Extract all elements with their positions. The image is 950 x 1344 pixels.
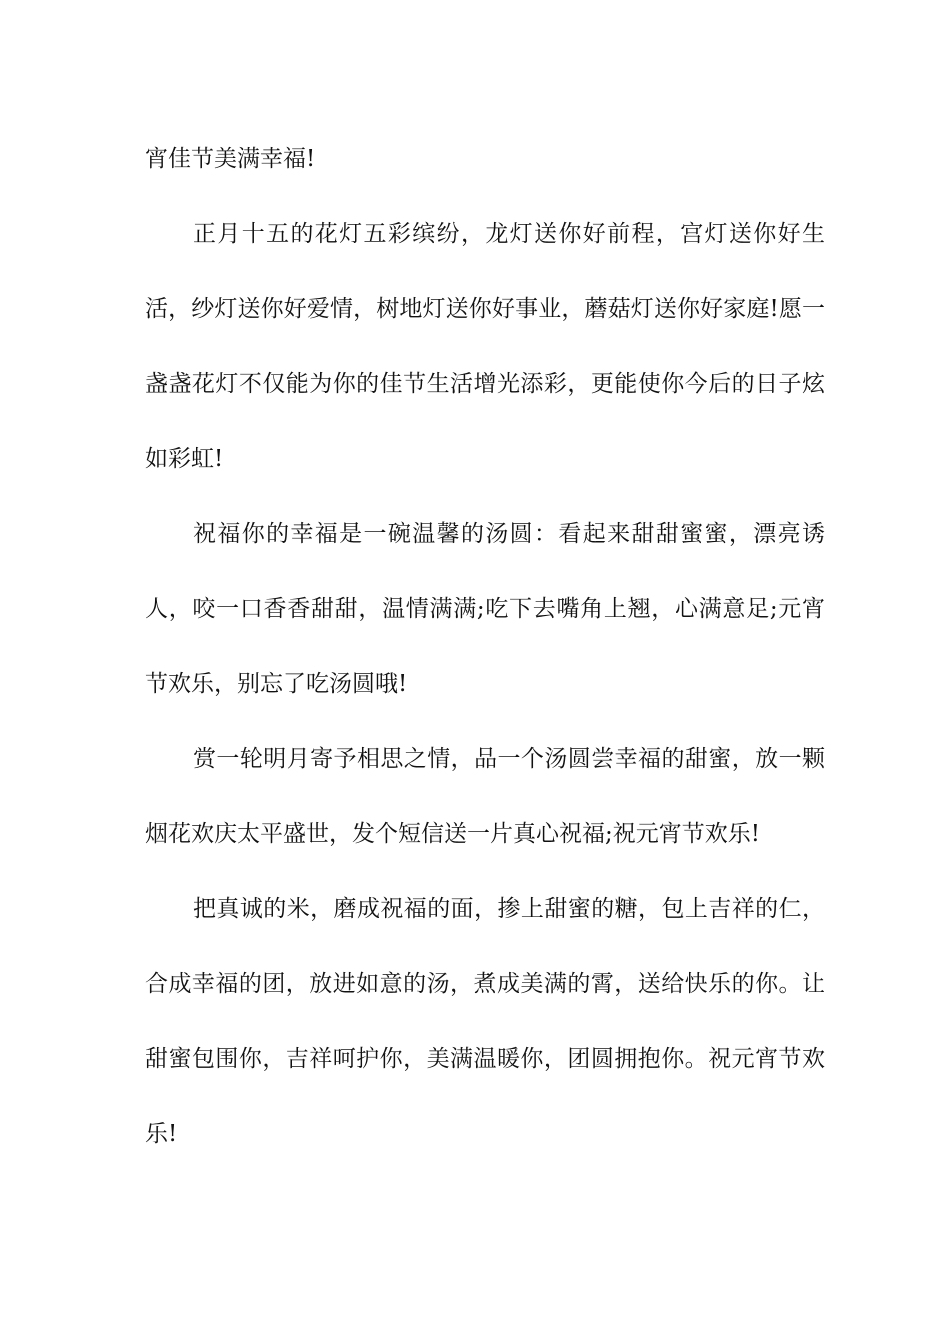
paragraph-sincerity: 把真诚的米，磨成祝福的面，掺上甜蜜的糖，包上吉祥的仁，合成幸福的团，放进如意的汤，煮成美满的霄，送给快乐的你。让甜蜜包围你，吉祥呵护你，美满温暖你，团圆拥抱你。祝元宵节欢乐!	[145, 896, 825, 1147]
document-body	[145, 122, 825, 1172]
paragraph-moon: 赏一轮明月寄予相思之情，品一个汤圆尝幸福的甜蜜，放一颗烟花欢庆太平盛世，发个短信送一片真心祝福;祝元宵节欢乐!	[145, 746, 825, 847]
paragraph-continuation: 宵佳节美满幸福!	[145, 146, 316, 172]
paragraph-tangyuan: 祝福你的幸福是一碗温馨的汤圆：看起来甜甜蜜蜜，漂亮诱人，咬一口香香甜甜，温情满满;吃下去嘴角上翘，心满意足;元宵节欢乐，别忘了吃汤圆哦!	[145, 521, 825, 697]
paragraph-lanterns: 正月十五的花灯五彩缤纷，龙灯送你好前程，宫灯送你好生活，纱灯送你好爱情，树地灯送你好事业，蘑菇灯送你好家庭!愿一盏盏花灯不仅能为你的佳节生活增光添彩，更能使你今后的日子炫如彩虹!	[145, 221, 825, 472]
